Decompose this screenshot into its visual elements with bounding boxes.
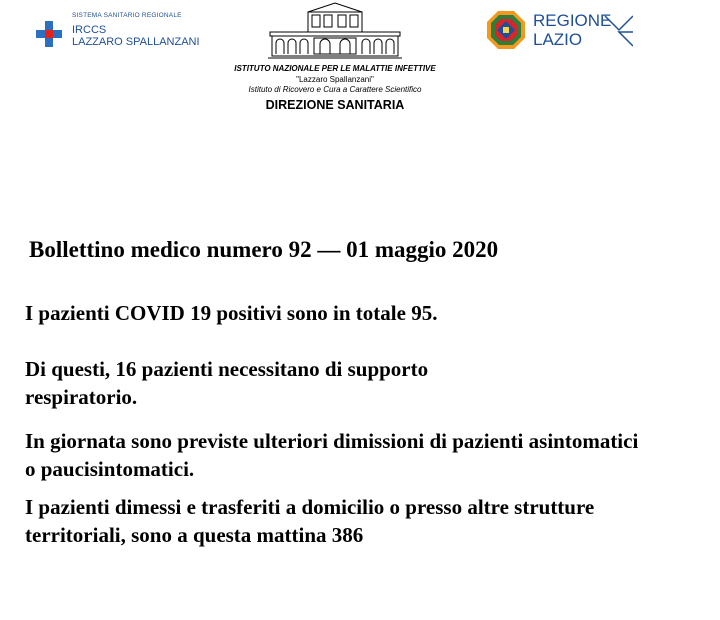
region-label: REGIONE (533, 11, 612, 30)
institution-type: Istituto di Ricovero e Cura a Carattere Scientifico (248, 85, 422, 94)
bulletin-paragraph: I pazienti COVID 19 positivi sono in totale 95. (25, 301, 438, 325)
building-icon (268, 2, 402, 60)
institution-subname: "Lazzaro Spallanzani" (296, 75, 374, 84)
regione-lazio-logo (486, 10, 646, 54)
institute-name-label: LAZZARO SPALLANZANI (72, 36, 200, 48)
bulletin-paragraph: Di questi, 16 pazienti necessitano di supporto respiratorio. (25, 357, 429, 409)
lazio-label: LAZIO (533, 30, 583, 49)
regional-emblem-icon (486, 10, 526, 50)
regional-system-label: SISTEMA SANITARIO REGIONALE (72, 12, 182, 19)
spallanzani-logo (36, 12, 226, 52)
department-title: DIREZIONE SANITARIA (265, 98, 405, 112)
bulletin-title: Bollettino medico numero 92 — 01 maggio 2020 (29, 237, 499, 262)
bulletin-paragraph: In giornata sono previste ulteriori dimissioni di pazienti asintomatici o paucisintomatici. (25, 429, 639, 481)
bulletin-paragraph: I pazienti dimessi e trasferiti a domicilio o presso altre strutture territoriali, sono a questa mattina 386 (25, 495, 595, 547)
institution-name: ISTITUTO NAZIONALE PER LE MALATTIE INFETTIVE (234, 64, 436, 73)
institution-header (200, 64, 470, 113)
irccs-label: IRCCS (72, 24, 107, 36)
health-cross-icon (36, 21, 62, 47)
chevron-mark-icon (603, 12, 633, 50)
